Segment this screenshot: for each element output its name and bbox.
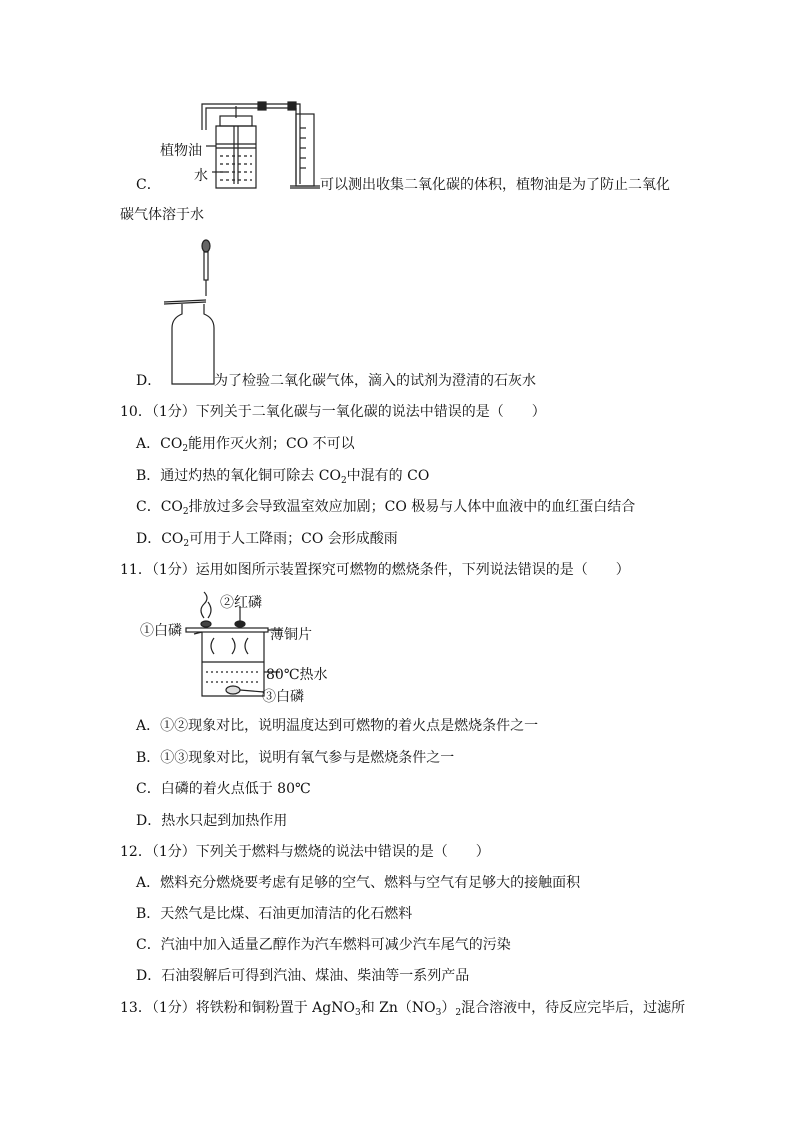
q13-pre: 13．（1分）将铁粉和铜粉置于 AgNO (120, 1000, 355, 1016)
q9-option-d (136, 371, 161, 391)
oil-label: 植物油 (160, 143, 202, 159)
q9-option-c (136, 175, 161, 195)
q11-stem: 11．（1分）运用如图所示装置探究可燃物的燃烧条件，下列说法错误的是（ ） (120, 562, 630, 578)
q9-option-c-text-1: 可以测出收集二氧化碳的体积，植物油是为了防止二氧化 (320, 177, 670, 193)
q12-option-d: D．石油裂解后可得到汽油、煤油、柴油等一系列产品 (136, 968, 470, 984)
q13-end: 混合溶液中，待反应完毕后，过滤所 (461, 1000, 686, 1016)
q10-a-post: 能用作灭火剂；CO 不可以 (188, 436, 355, 452)
q13-mid: 和 Zn（NO (360, 1000, 436, 1016)
q11-option-b: B．①③现象对比，说明有氧气参与是燃烧条件之一 (136, 750, 455, 766)
q12-option-c: C．汽油中加入适量乙醇作为汽车燃料可减少汽车尾气的污染 (136, 937, 511, 953)
q12-option-a: A．燃料充分燃烧要考虑有足够的空气、燃料与空气有足够大的接触面积 (136, 875, 581, 891)
hot-water-label: 80℃热水 (266, 667, 328, 683)
q10-a-pre: A．CO (136, 436, 183, 452)
q10-c-post: 排放过多会导致温室效应加剧；CO 极易与人体中血液中的血红蛋白结合 (188, 499, 636, 515)
option-d-label: D． (136, 373, 162, 389)
q10-c-pre: C．CO (136, 499, 183, 515)
q13-sub1: 3 (354, 1008, 361, 1018)
q10-option-d (136, 529, 398, 549)
q10-c-sub: 2 (182, 507, 189, 517)
q11-option-a: A．①②现象对比，说明温度达到可燃物的着火点是燃烧条件之一 (136, 718, 539, 734)
q13-sub3: 2 (455, 1008, 462, 1018)
red-phosphorus-label: ②红磷 (220, 595, 262, 611)
q9-option-c-text-2: 碳气体溶于水 (120, 207, 204, 223)
q10-option-b (136, 466, 429, 486)
q10-stem: 10．（1分）下列关于二氧化碳与一氧化碳的说法中错误的是（ ） (120, 404, 546, 420)
white-phosphorus-water-label: ③白磷 (262, 689, 304, 705)
q12-option-b: B．天然气是比煤、石油更加清洁的化石燃料 (136, 906, 413, 922)
q10-option-a (136, 434, 355, 454)
q10-d-sub: 2 (183, 539, 190, 549)
copper-plate-label: 薄铜片 (270, 627, 312, 643)
q10-b-sub: 2 (340, 476, 347, 486)
q12-stem: 12．（1分）下列关于燃料与燃烧的说法中错误的是（ ） (120, 844, 490, 860)
option-c-label: C． (136, 177, 161, 193)
q10-a-sub: 2 (182, 444, 189, 454)
q10-b-pre: B．通过灼热的氧化铜可除去 CO (136, 468, 341, 484)
q10-option-c (136, 497, 635, 517)
q13-post: ） (441, 1000, 456, 1016)
water-label: 水 (194, 168, 208, 184)
q10-b-post: 中混有的 CO (346, 468, 430, 484)
q10-d-post: 可用于人工降雨；CO 会形成酸雨 (189, 531, 398, 547)
q9-option-d-text: 为了检验二氧化碳气体，滴入的试剂为澄清的石灰水 (214, 373, 536, 389)
q13-sub2: 3 (435, 1008, 442, 1018)
dropper-and-bottle-figure (160, 238, 230, 388)
q10-d-pre: D．CO (136, 531, 184, 547)
q11-option-c: C．白磷的着火点低于 80℃ (136, 781, 311, 797)
q13-stem (120, 998, 685, 1018)
q11-option-d: D．热水只起到加热作用 (136, 813, 288, 829)
white-phosphorus-top-label: ①白磷 (140, 623, 182, 639)
